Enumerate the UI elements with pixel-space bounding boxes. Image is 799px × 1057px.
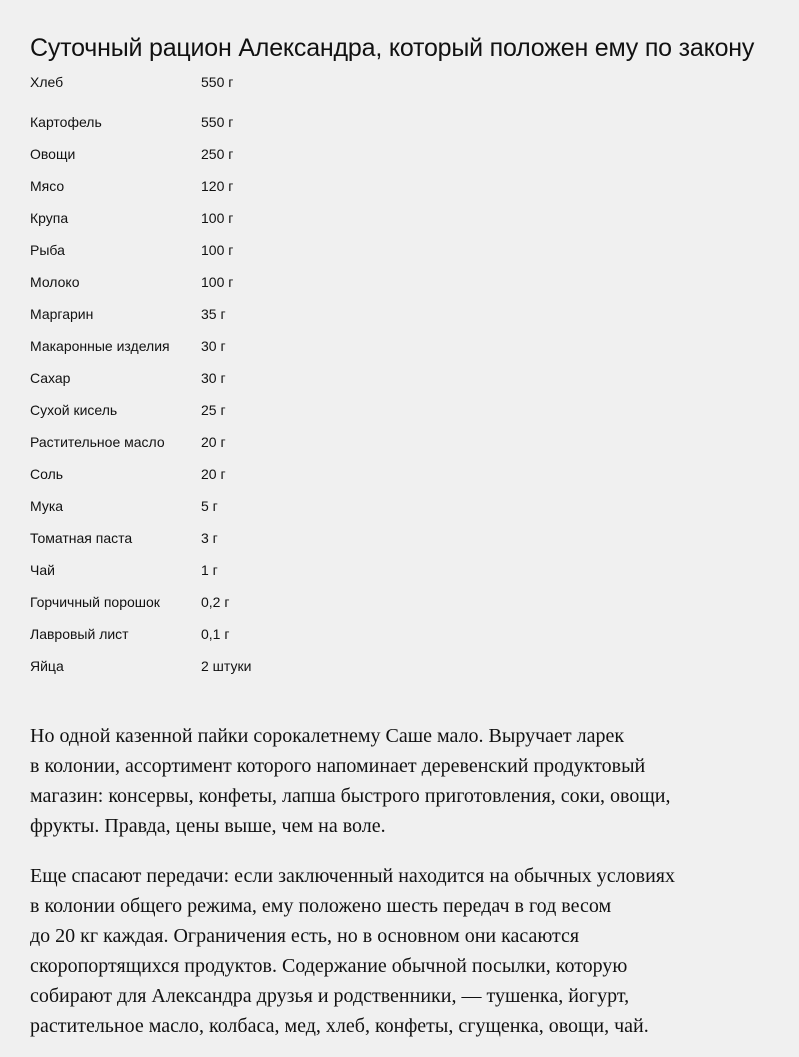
ration-item-amount: 35 г — [201, 306, 226, 322]
table-row — [30, 490, 450, 522]
table-row — [30, 522, 450, 554]
ration-item-name: Картофель — [30, 114, 102, 130]
ration-item-name: Сухой кисель — [30, 402, 118, 418]
ration-item-amount: 550 г — [201, 74, 234, 90]
table-row — [30, 330, 450, 362]
ration-item-amount: 550 г — [201, 114, 234, 130]
paragraph-line: Но одной казенной пайки сорокалетнему Саше мало. Выручает ларек — [30, 725, 625, 747]
paragraph-line: собирают для Александра друзья и родственники, — тушенка, йогурт, — [30, 985, 630, 1007]
ration-item-amount: 3 г — [201, 530, 218, 546]
paragraph-line: растительное масло, колбаса, мед, хлеб, конфеты, сгущенка, овощи, чай. — [30, 1015, 649, 1037]
ration-item-name: Маргарин — [30, 306, 94, 322]
ration-item-amount: 0,2 г — [201, 594, 230, 610]
ration-item-amount: 0,1 г — [201, 626, 230, 642]
table-row — [30, 234, 450, 266]
ration-item-amount: 120 г — [201, 178, 234, 194]
ration-item-name: Хлеб — [30, 74, 64, 90]
page-title: Суточный рацион Александра, который положен ему по закону — [30, 34, 755, 62]
ration-item-amount: 25 г — [201, 402, 226, 418]
ration-item-amount: 1 г — [201, 562, 218, 578]
table-row — [30, 138, 450, 170]
table-row — [30, 106, 450, 138]
ration-item-name: Макаронные изделия — [30, 338, 170, 354]
ration-item-name: Растительное масло — [30, 434, 165, 450]
ration-item-name: Томатная паста — [30, 530, 133, 546]
ration-item-name: Крупа — [30, 210, 69, 226]
paragraph-line: в колонии общего режима, ему положено шесть передач в год весом — [30, 895, 612, 917]
ration-item-name: Сахар — [30, 370, 71, 386]
table-row — [30, 650, 450, 682]
ration-item-name: Овощи — [30, 146, 76, 162]
ration-item-amount: 20 г — [201, 434, 226, 450]
table-row — [30, 458, 450, 490]
table-row — [30, 298, 450, 330]
ration-item-name: Лавровый лист — [30, 626, 129, 642]
table-row — [30, 586, 450, 618]
ration-item-amount: 2 штуки — [201, 658, 252, 674]
paragraph-line: магазин: консервы, конфеты, лапша быстрого приготовления, соки, овощи, — [30, 785, 671, 807]
ration-item-amount: 100 г — [201, 242, 234, 258]
ration-table — [30, 66, 450, 682]
paragraph-line: до 20 кг каждая. Ограничения есть, но в основном они касаются — [30, 925, 580, 947]
body-paragraph — [30, 861, 775, 1041]
table-row — [30, 426, 450, 458]
ration-item-name: Рыба — [30, 242, 65, 258]
table-row — [30, 66, 450, 98]
ration-item-name: Молоко — [30, 274, 80, 290]
paragraph-line: Еще спасают передачи: если заключенный находится на обычных условиях — [30, 865, 675, 887]
ration-item-name: Яйца — [30, 658, 64, 674]
table-row — [30, 618, 450, 650]
table-spacer — [30, 98, 450, 106]
ration-item-name: Чай — [30, 562, 55, 578]
ration-item-amount: 30 г — [201, 338, 226, 354]
table-row — [30, 554, 450, 586]
ration-item-name: Мясо — [30, 178, 65, 194]
ration-item-name: Соль — [30, 466, 64, 482]
ration-item-amount: 100 г — [201, 210, 234, 226]
table-row — [30, 394, 450, 426]
paragraph-line: скоропортящихся продуктов. Содержание обычной посылки, которую — [30, 955, 628, 977]
ration-item-amount: 5 г — [201, 498, 218, 514]
table-row — [30, 202, 450, 234]
table-row — [30, 266, 450, 298]
table-row — [30, 170, 450, 202]
ration-item-amount: 250 г — [201, 146, 234, 162]
table-row — [30, 362, 450, 394]
ration-item-amount: 30 г — [201, 370, 226, 386]
ration-item-name: Горчичный порошок — [30, 594, 160, 610]
ration-item-name: Мука — [30, 498, 64, 514]
body-paragraph — [30, 721, 775, 841]
ration-item-amount: 100 г — [201, 274, 234, 290]
paragraph-line: в колонии, ассортимент которого напоминает деревенский продуктовый — [30, 755, 646, 777]
ration-item-amount: 20 г — [201, 466, 226, 482]
paragraph-line: фрукты. Правда, цены выше, чем на воле. — [30, 815, 386, 837]
